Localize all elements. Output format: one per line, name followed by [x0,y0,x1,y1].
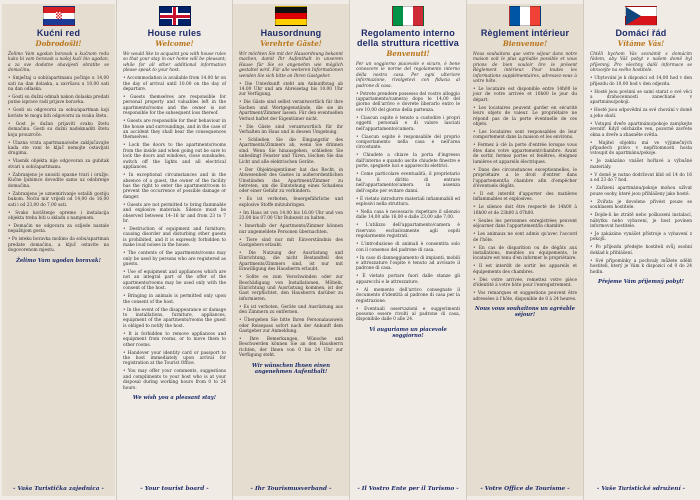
column-czech [584,4,698,496]
column-welcome: Dobrodošli! [35,39,82,48]
rule-item: • Zvířata je dovoleno přivést pouze se souhlasem hostitele. [590,200,692,211]
rule-item: • In the event of the disappearance or damage to installations, furniture, appliances, equipment of the apartments/rooms the guest is obliged to notify the host. [123,308,226,330]
rule-item: • Vos remarques et suggestions peuvent être adressées à l'hôte, disponible de 0 à 24 heures. [473,291,577,302]
column-closing: Přejeme Vám příjemný pobyt! [598,278,684,285]
column-title: Règlement intérieur [480,28,570,38]
column-footer: - Ihr Tourismusverband - [250,486,332,492]
rule-item: • Tiere sind nur mit Einverständnis des Gastgebers erlaubt. [239,238,343,249]
rule-item: • Smještaj u sobi/apartmanu počinje u 14,00 sati na dan dolaska, a završava u 10,00 sati na dan odlaska. [8,76,109,92]
column-intro: Per un soggiorno piacevole e sicuro, è bene conoscere le norme del regolamento interno della nostra casa. Per ogni ulteriore informazione, rivolgetevi con fiducia al padrone di casa. [356,62,460,89]
rule-item: • Il est interdit de sortir les appareils et équipements des chambres. [473,264,577,275]
rule-item: • Ihre Bemerkungen, Wünsche und Beschwerden können Sie an den Hausherrn richten, der Ihnen von 0 bis 24 Uhr zur Verfügung steht. [239,337,343,359]
rule-item: • Zabranjeno je uznemirivanje ostalih gostiju bukom. Noćni mir vrijedi od 14,00 do 16,00 sati i od 23,00 do 7,00 sati. [8,192,109,208]
column-french [467,4,583,496]
column-closing: Nous vous souhaitons un agréable séjour! [475,305,575,318]
rule-item: • Schließen Sie die Eingangstür des Apartments/Zimmers ab, wenn Sie drinnen sind. Wenn Sie hinausgehen, schließen Sie unbedingt Fenster und Türen, löschen Sie das Licht und alle elektrischen Geräte. [239,138,343,165]
rule-item: • Al momento dell'arrivo consegnate il documento d'identità al padrone di casa per la registrazione. [356,288,460,304]
column-closing: Wir wünschen Ihnen einen angenehmen Aufenthalt! [252,362,330,375]
rule-item: • Use of equipment and appliances which are not an integral part of the offer of the apartments/rooms may be used only with the consent of the host. [123,270,226,292]
rule-item: • Nella casa è necessario rispettare il silenzio dalle 14,00 alle 16,00 e dalle 23,00 alle 7,00. [356,210,460,221]
uk-flag-icon [159,6,191,26]
rule-item: • Po isteku boravka molimo da sobu/apartman predate domaćinu, a ključ ostavite na dogovorenom mjestu. [8,237,109,253]
rule-item: • Potrete prendere possesso del vostro alloggio (appartamento/camera) dopo le 14,00 del giorno dell'arrivo e dovrete liberarlo entro le ore 10,00 del giorno della partenza. [356,92,460,114]
rule-item: • Il est interdit d'apporter des matières inflammables et explosives. [473,192,577,203]
column-intro: Wir möchten Sie mit der Hausordnung bekannt machen, damit Ihr Aufenthalt in unserem Hause für Sie so angenehm wie möglich gestaltet wird. Für alle weiteren Informationen wenden Sie sich bitte an Ihren Gastgeber. [239,52,343,79]
rule-item: • The contents of the apartments/rooms may only be used by persons who are registered as guests. [123,251,226,267]
rule-item: • Dans des circonstances exceptionnelles, le propriétaire a le droit d'entrer dans l'appartement/la chambre afin d'empêcher d'éventuels dégâts. [473,168,577,190]
column-closing: Želimo Vam ugodan boravak! [16,257,101,264]
rule-item: • Gost je dužan prijaviti svaku štetu domaćinu. Gosti su dužni nadoknaditi štetu koju prouzroče. [8,122,109,138]
rule-item: • Hosté jsou odpovědní za své chování v domě a jeho okolí. [590,108,692,119]
column-intro: We would like to acquaint you with house rules so that your stay in our home will be pleasant; while for all other additional information please speak to your host. [123,52,226,74]
rule-item: • V domě je nutno dodržovat klid od 14 do 16 a od 23 do 7 hod. [590,173,692,184]
rule-item: • It is forbidden to remove appliances and equipment from rooms, or to move them to other rooms. [123,332,226,348]
column-title: Domácí řád [615,28,667,38]
rule-item: • Je zakázáno vnášet hořlavé a výbušné materiály. [590,159,692,170]
rule-item: • Ulazna vrata apartmana/sobe zaključavajte kada ste vani te ključ nemojte ostavljati drugima. [8,141,109,157]
rule-item: • Innerhalb der Apartments/Zimmer können nur angemeldete Personen übernachten. [239,224,343,235]
rule-item: • Gosti su odgovorni za sobu/apartman koji koriste te mogu biti odgovorni za svaku štetu. [8,108,109,119]
rule-item: • Die Gäste sind selbst verantwortlich für ihre Sachen und Wertgegenstände, die sie im Apartment/Zimmer lassen. Für den eventuellen Verlust haftet der Eigentümer nicht. [239,100,343,122]
column-footer: - Il Vostro Ente per il Turismo - [357,486,459,492]
column-welcome: Vítáme Vás! [617,39,665,48]
column-footer: - Vaše Turistické sdružení - [596,486,686,492]
column-footer: - Vaša Turistička zajednica - [13,486,104,492]
rule-item: • Po příjezdu předejte hostiteli svůj osobní doklad k přihlášení. [590,245,692,256]
rule-item: • In exceptional circumstances and in the absence of a guest, the owner of the facility has the right to enter the apartment/room to prevent the occurrence of possible damage or danger. [123,173,226,200]
rule-item: • Destruction of equipment and furniture, causing disorder and disturbing other guests is prohibited, and it is expressly forbidden to make loud noises in the house. [123,227,226,249]
column-intro: Nous souhaitons que votre séjour dans notre maison soit le plus agréable possible et vous prions de bien vouloir lire le présent Règlement intérieur. Pour toutes les informations supplémentaires, adressez-vous à votre hôte. [473,52,577,85]
rule-item: • In caso di danneggiamento di impianti, mobili e attrezzature l'ospite è tenuto ad avvisare il padrone di casa. [356,256,460,272]
rule-item: • Ciascun ospite è responsabile del proprio comportamento nella casa e nell'area circostante. [356,135,460,151]
rule-item: • En cas de disparition ou de dégâts aux installations, meubles ou équipements, le locataire est tenu d'en informer le propriétaire. [473,246,577,262]
rule-item: • Dojde-li ke ztrátě nebo poškození instalací, nábytku nebo vybavení, je host povinen informovat hostitele. [590,213,692,229]
column-intro: Želimo Vam ugodan boravak u kućnom redu kako bi vam boravak u našoj kući bio ugodan, a za sve dodatne obavijesti obratite se domaćinu. [8,52,109,74]
column-closing: We wish you a pleasant stay! [132,395,217,402]
rule-item: • Je zakázáno vynášet přístroje a vybavení z pokojů. [590,232,692,243]
french-flag-icon [509,6,541,26]
rule-item: • Bringing in animals is permitted only upon the consent of the host. [123,294,226,305]
rule-item: • Ubytování je k dispozici od 14,00 hod v den příjezdu do 10,00 hod v den odjezdu. [590,76,692,87]
rule-item: • Zabranjeno je unositi opasne tvari i oružje. Kućne ljubimce dovodite samo uz odobrenje domaćina. [8,173,109,189]
rule-item: • Ciascun ospite è tenuto a custodire i propri oggetti personali e di valore lasciati nell'appartamento/camera. [356,116,460,132]
rule-item: • Svako korištenje opreme i instalacija objekta treba biti u skladu s namjenom. [8,211,109,222]
column-title: Regolamento interno della struttura ricettiva [356,28,460,48]
rule-item: • Der Objekteigentümer hat das Recht, in Abwesenheit des Gastes in außerordentlichen Umständen das Apartment/Zimmer zu betreten, um die Entstehung eines Schadens oder einer Gefahr zu verhindern. [239,168,343,195]
rule-item: • Seules les personnes enregistrées peuvent séjourner dans l'appartement/la chambre. [473,219,577,230]
rule-item: • Es ist verboten, Geräte und Ausrüstung aus den Zimmern zu entfernen. [239,305,343,316]
rule-item: • Gosti su dužni odmah nakon dolaska predati putne isprave radi prijave boravka. [8,95,109,106]
column-closing: Vi auguriamo un piacevole soggiorno! [369,326,447,339]
rule-item: • Dès votre arrivée, remettez votre pièce d'identité à votre hôte pour l'enregistrement. [473,278,577,289]
rule-item: • You may offer your comments, suggestions and compliments to your host who is at your disposal during working hours from 0 to 24 hours. [123,369,226,391]
czech-flag-icon [625,6,657,26]
column-footer: - Votre Office de Tourisme - [480,486,570,492]
rule-item: • Come particolare eventualità, il proprietario ha il diritto di entrare nell'appartamento/camera in assenza dell'ospite per evitare danni. [356,172,460,194]
column-intro: Chtěli bychom Vás seznámit s domácím řádem, aby Váš pobyt v našem domě byl příjemný. Pro všechny další informace se obracejte na svého hostitele. [590,52,692,74]
rule-item: • Die Unterkunft steht am Ankunftstag ab 14.00 Uhr und am Abreisetag bis 10.00 Uhr zur Verfügung. [239,82,343,98]
rule-item: • Accommodation is available from 14.00 hr on the day of arrival until 10.00 on the day of departure. [123,76,226,92]
rule-item: • Die Nutzung der Ausrüstung und Einrichtung, die nicht Bestandteil des Apartments/Zimmers sind, ist nur mit Einwilligung des Hausherrn erlaubt. [239,251,343,273]
column-english [117,4,232,496]
column-title: House rules [147,28,202,38]
rule-item: • Vlasnik objekta nije odgovoran za gubitak stvari u sobi/apartmanu. [8,159,109,170]
rule-item: • Les locataires sont responsables de leur comportement dans la maison et les environs. [473,130,577,141]
column-footer: - Your tourist board - [140,486,209,492]
column-welcome: Verehrte Gäste! [260,39,322,48]
rule-item: • Les locataires peuvent garder en sécurité leurs objets de valeur. Le propriétaire ne répond pas de la perte éventuelle de ces objets. [473,106,577,128]
column-welcome: Benvenuti! [386,49,430,58]
rule-item: • Lock the doors to the apartments/rooms from the inside and when going out be sure to lock the doors and windows, close sunshades, switch off the lights and all electrical appliances. [123,143,226,170]
rule-item: • Handover your identity card or passport to the host immediately upon arrival for registration at the Tourist Office. [123,351,226,367]
rule-item: • Majitel objektu má ve výjimečných případech právo v nepřítomnosti hosta vstoupit do apartmánu/pokoje. [590,141,692,157]
column-title: Kućni red [36,28,81,38]
rule-item: • Le locataire est disponible entre 14h00 le jour de votre arrivée et 10h00 le jour du départ. [473,87,577,103]
rule-item: • Eventuali osservazioni e suggerimenti possono essere rivolti al padrone di casa, disponibile dalle 0 alle 24. [356,307,460,323]
rule-item: • È vietato introdurre materiali infiammabili ed esplosivi nella struttura. [356,197,460,208]
rule-item: • Hosté jsou povinni se samí starat o své věci a drahocennosti zanechané v apartmánu/pokoji. [590,90,692,106]
column-welcome: Welcome! [155,39,194,48]
column-welcome: Bienvenue! [502,39,548,48]
rule-item: • Guests are responsible for their behaviour in the house and surroundings, and in the case of an accident they shall bear the consequences themselves. [123,119,226,141]
rule-item: • L'utilizzo dell'appartamento/camera è riservato esclusivamente agli ospiti regolarmente registrati. [356,223,460,239]
column-title: Hausordnung [260,28,322,38]
rule-item: • Guests themselves are responsible for personal property and valuables left in the apartments/rooms and the owner is not responsible for the subsequent loss thereof. [123,95,226,117]
rule-item: • Sollte es zum Verschwinden oder zur Beschädigung von Installationen, Möbeln, Einrichtung und Ausrüstung kommen, ist der Gast verpflichtet, den Hausherrn darüber zu informieren. [239,275,343,302]
rule-item: • Své připomínky a pochvaly můžete sdělit hostiteli, který je Vám k dispozici od 0 do 24 hodin. [590,259,692,275]
column-italian [350,4,466,496]
german-flag-icon [275,6,307,26]
rule-item: • Die Gäste sind verantwortlich für ihr Verhalten im Haus und in dessen Umgebung. [239,125,343,136]
italian-flag-icon [392,6,424,26]
rule-item: • Le silence doit être respecté de 14h00 à 16h00 et de 23h00 à 07h00. [473,205,577,216]
rule-item: • Chiudete a chiave la porta d'ingresso dall'interno e quando uscite chiudete finestre e porte, spegnete luci e apparecchi elettrici. [356,153,460,169]
rule-item: • Domaćin ne odgovara za ozljede nastale nepažnjom gosta. [8,224,109,235]
rule-item: • Guests are not permitted to bring flammable and explosive materials. Silence must be observed between 14–16 hr and from 23 to 7 hr. [123,203,226,225]
column-german [233,4,349,496]
rule-item: • Übergeben Sie bitte Ihren Personalausweis oder Reisepass sofort nach der Ankunft dem Gastgeber zur Anmeldung. [239,318,343,334]
rule-item: • Im Haus ist von 14.00 bis 16.00 Uhr und von 23.00 bis 07.00 Uhr Ruhezeit zu halten. [239,211,343,222]
rule-item: • Zařízení apartmánu/pokoje mohou užívat pouze osoby, které jsou přihlášeny jako hosté. [590,186,692,197]
croatian-flag-icon [43,6,75,26]
rule-item: • Fermez à clé la porte d'entrée lorsque vous êtes dans votre appartement/chambre. Avant de sortir, fermez portes et fenêtres, éteignez lumières et appareils électriques. [473,143,577,165]
rule-item: • Es ist verboten, feuergefährliche und explosive Stoffe mitzubringen. [239,197,343,208]
rule-item: • Vstupní dveře apartmánu/pokoje zamykejte zevnitř. Když odcházíte ven, pozorně zavřete okna a dveře a zhasněte světla. [590,122,692,138]
column-croatian [2,4,115,496]
rule-item: • Les animaux ne sont admis qu'avec l'accord de l'hôte. [473,232,577,243]
rule-item: • È vietato portare fuori dalle stanze gli apparecchi e le attrezzature. [356,274,460,285]
rule-item: • L'introduzione di animali è consentita solo con il consenso del padrone di casa. [356,242,460,253]
